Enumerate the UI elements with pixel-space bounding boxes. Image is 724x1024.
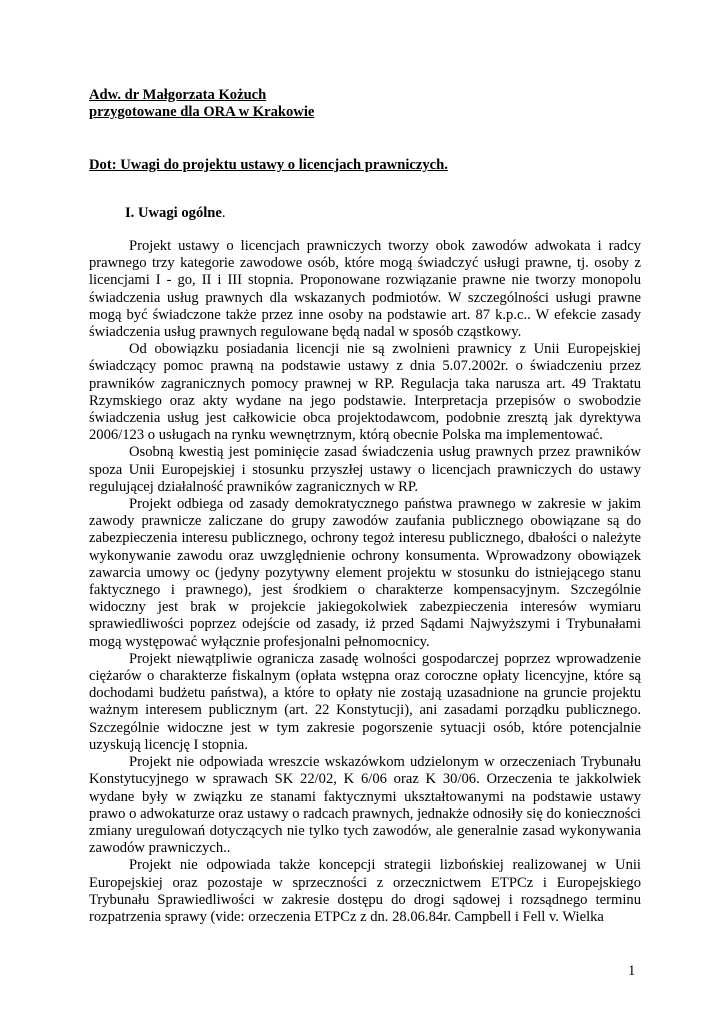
paragraph-1: Projekt ustawy o licencjach prawniczych tworzy obok zawodów adwokata i radcy prawnego trzy kategorie zawodowe osób, które mogą świadczyć usługi prawne, tj. osoby z licencjami I - go, II i III stopnia. Proponowane rozwiązanie prawne nie tworzy monopolu świadczenia usług prawnych dla wskazanych podmiotów. W szczególności usługi prawne mogą być świadczone także przez inne osoby na podstawie art. 87 k.p.c.. W efekcie zasady świadczenia usług prawnych regulowane będą nadal w sposób cząstkowy. xyxy=(89,238,641,341)
author-line: Adw. dr Małgorzata Kożuch xyxy=(89,87,267,103)
prepared-for-line: przygotowane dla ORA w Krakowie xyxy=(89,104,315,121)
paragraph-4: Projekt odbiega od zasady demokratycznego państwa prawnego w zakresie w jakim zawody prawnicze zaliczane do grupy zawodów zaufania publicznego obowiązane są do zabezpieczenia interesu publicznego, ochrony tegoż interesu publicznego, dbałości o należyte wykonywanie zawodu oraz uwzględnienie ochrony konsumenta. Wprowadzony obowiązek zawarcia umowy oc (jedyny pozytywny element projektu w stosunku do istniejącego stanu faktycznego i prawnego), jest środkiem o charakterze kompensacyjnym. Szczególnie widoczny jest brak w projekcie jakiegokolwiek zabezpieczenia interesów wymiaru sprawiedliwości poprzez odejście od zasady, iż przed Sądami Najwyższymi i Trybunałami mogą występować wyłącznie profesjonalni pełnomocnicy. xyxy=(89,496,641,650)
subject-line: Dot: Uwagi do projektu ustawy o licencjach prawniczych. xyxy=(89,157,448,173)
document-content xyxy=(89,87,641,925)
document-body xyxy=(89,238,641,926)
paragraph-3: Osobną kwestią jest pominięcie zasad świadczenia usług prawnych przez prawników spoza Unii Europejskiej i stosunku przyszłej ustawy o licencjach prawniczych do ustawy regulującej działalność prawników zagranicznych w RP. xyxy=(89,444,641,495)
page-number: 1 xyxy=(628,963,636,979)
paragraph-5: Projekt niewątpliwie ogranicza zasadę wolności gospodarczej poprzez wprowadzenie ciężarów o charakterze fiskalnym (opłata wstępna oraz coroczne opłaty licencyjne, które są dochodami budżetu państwa), a które to opłaty nie zostają uzasadnione na gruncie projektu ważnym interesem publicznym (art. 22 Konstytucji), ani zasadami porządku publicznego. Szczególnie widoczne jest w tym zakresie pogorszenie sytuacji osób, które potencjalnie uzyskują licencję I stopnia. xyxy=(89,650,641,753)
section-title-period: . xyxy=(221,205,226,221)
paragraph-7: Projekt nie odpowiada także koncepcji strategii lizbońskiej realizowanej w Unii Europejskiej oraz pozostaje w sprzeczności z orzecznictwem ETPCz i Europejskiego Trybunału Sprawiedliwości w zakresie dostępu do drogi sądowej i rozsądnego terminu rozpatrzenia sprawy (vide: orzeczenia ETPCz z dn. 28.06.84r. Campbell i Fell v. Wielka xyxy=(89,857,641,925)
paragraph-2: Od obowiązku posiadania licencji nie są zwolnieni prawnicy z Unii Europejskiej świadczący pomoc prawną na podstawie ustawy z dnia 5.07.2002r. o świadczeniu przez prawników zagranicznych pomocy prawnej w RP. Regulacja taka narusza art. 49 Traktatu Rzymskiego oraz akty wydane na jego podstawie. Interpretacja przepisów o swobodzie świadczenia usług jest całkowicie obca projektodawcom, podobnie zresztą jak dyrektywa 2006/123 o usługach na rynku wewnętrznym, którą obecnie Polska ma implementować. xyxy=(89,341,641,444)
section-heading xyxy=(125,205,226,222)
section-title: I. Uwagi ogólne xyxy=(125,205,222,221)
paragraph-6: Projekt nie odpowiada wreszcie wskazówkom udzielonym w orzeczeniach Trybunału Konstytucyjnego w sprawach SK 22/02, K 6/06 oraz K 30/06. Orzeczenia te jakkolwiek wydane były w związku ze stanami faktycznymi ukształtowanymi na podstawie ustawy prawo o adwokaturze oraz ustawy o radcach prawnych, jednakże odnosiły się do konieczności zmiany uregulowań dotyczących nie tylko tych zawodów, ale generalnie zasad wykonywania zawodów prawniczych.. xyxy=(89,754,641,857)
